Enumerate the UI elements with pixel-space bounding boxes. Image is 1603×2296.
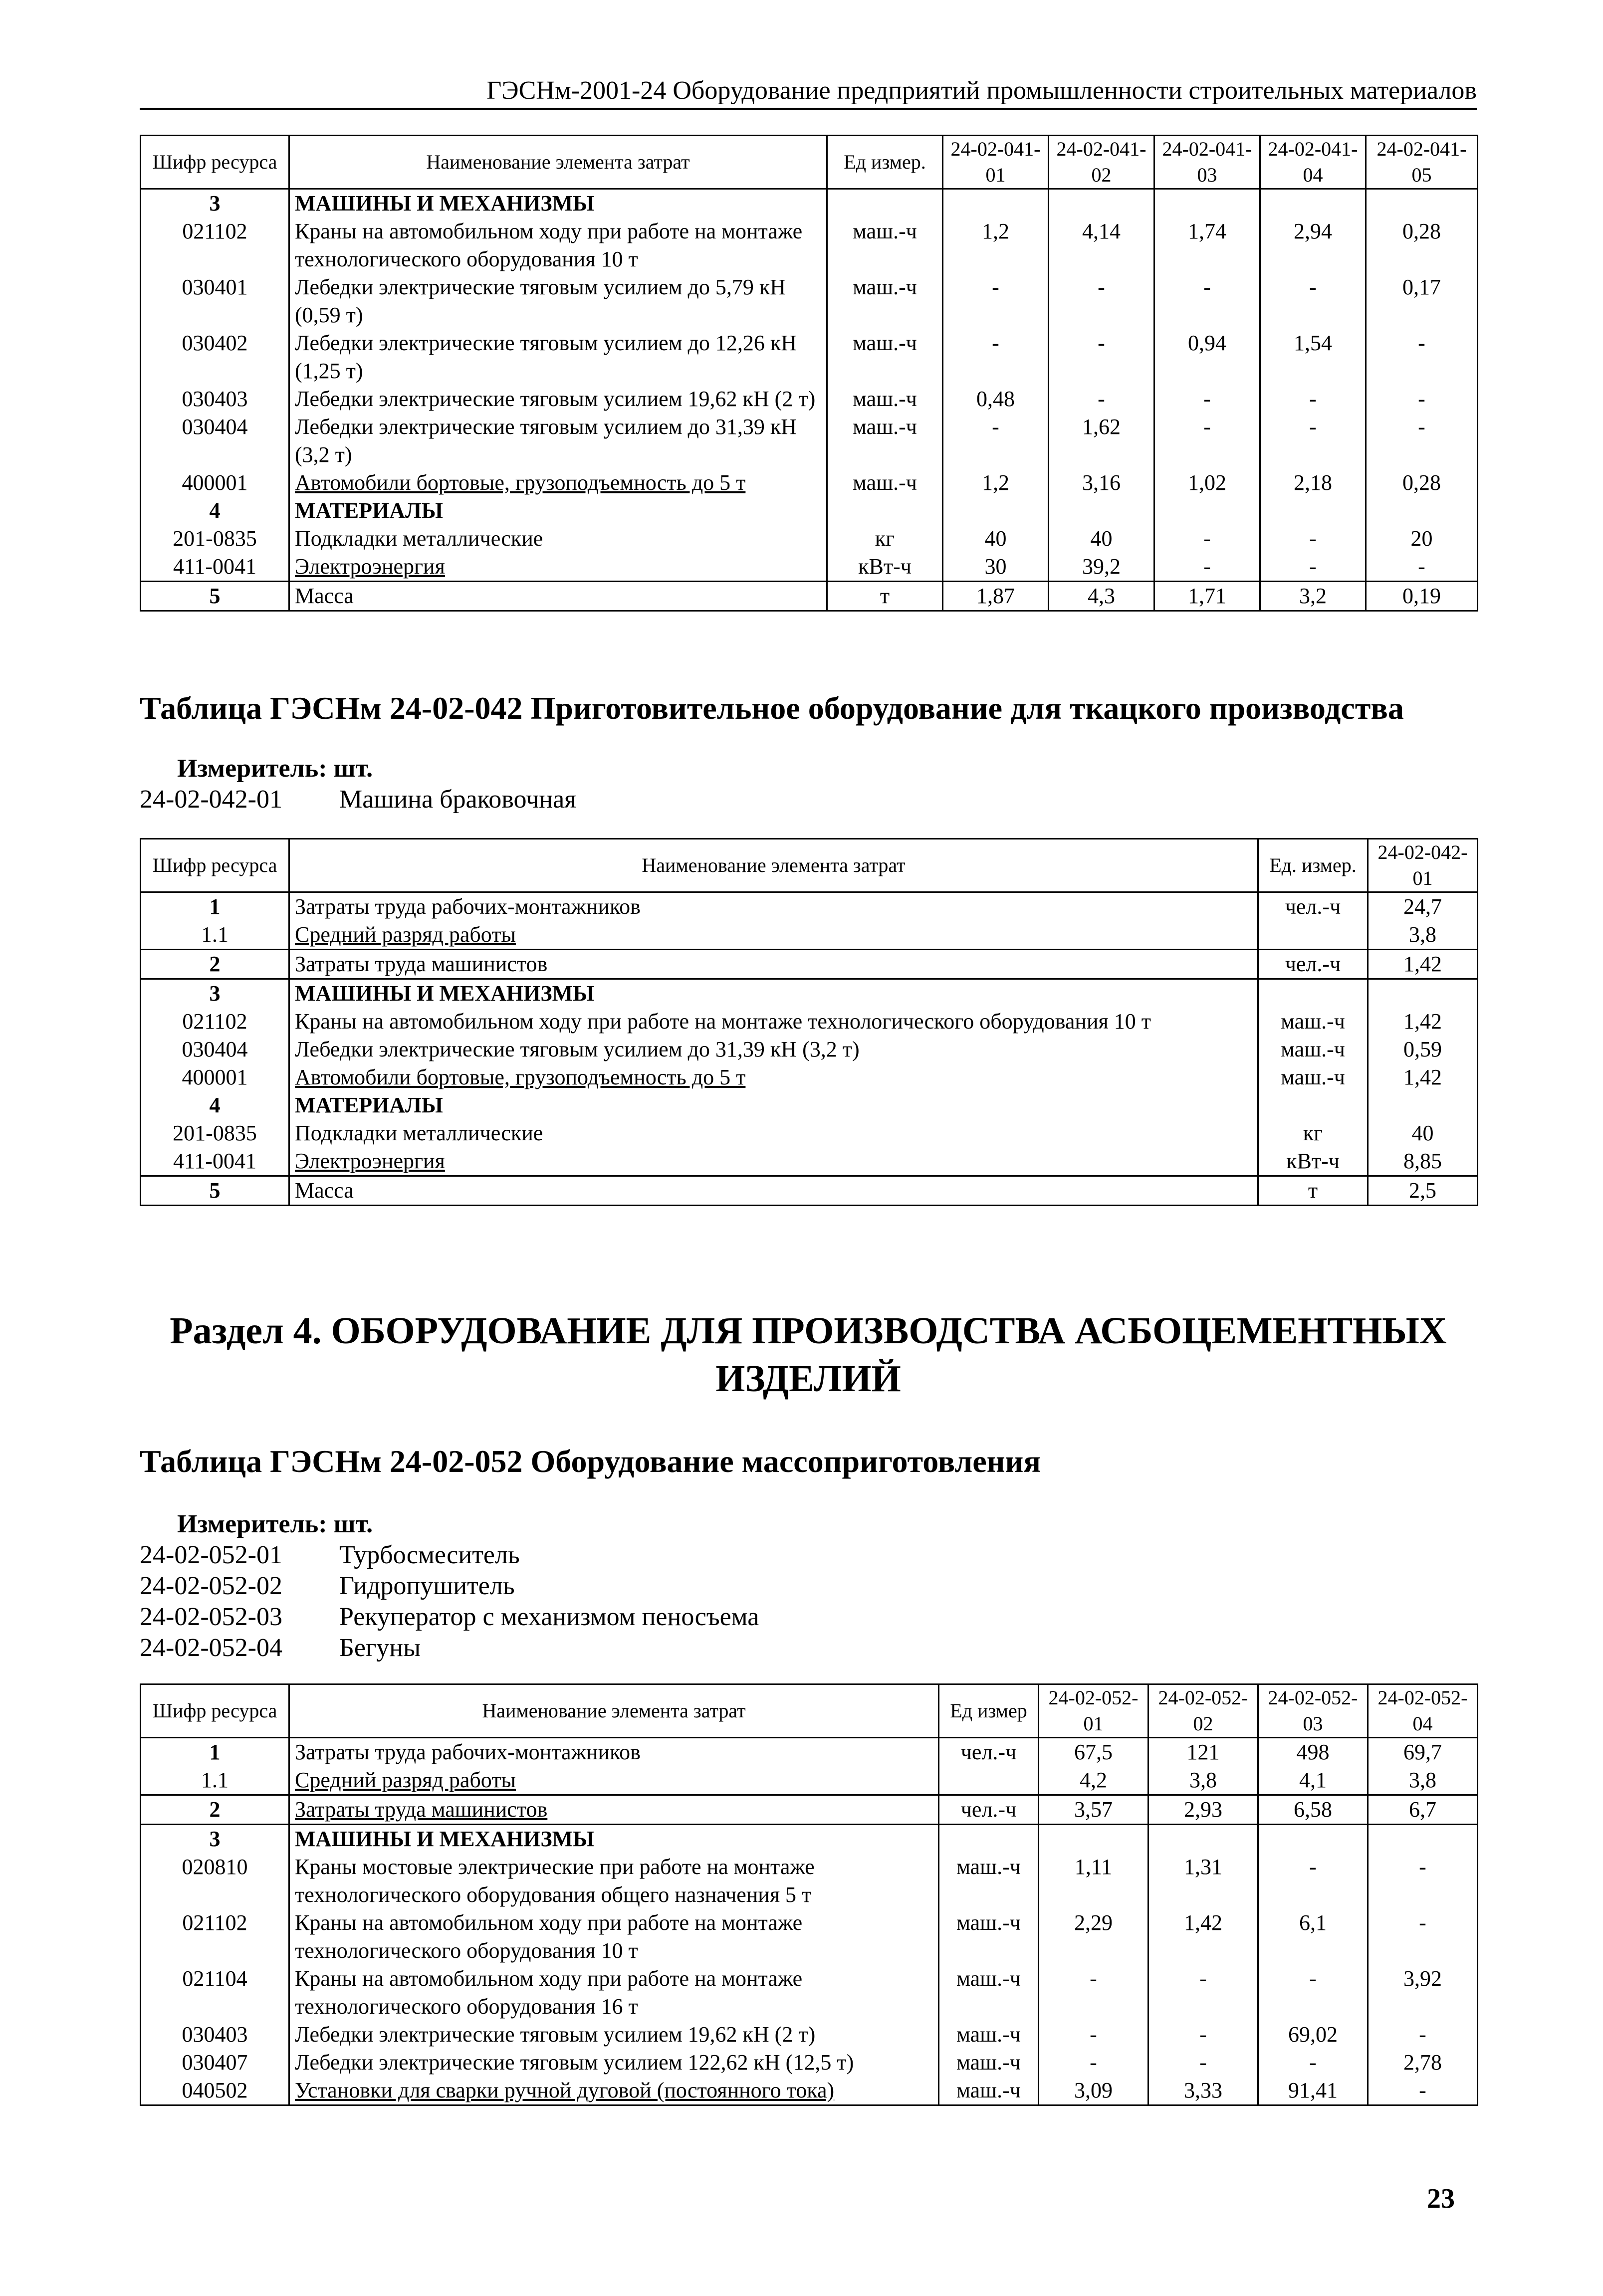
table-row: 021104 Краны на автомобильном ходу при работе на монтаже технологического оборудования 16 т маш.-ч - - - 3,92 [141, 1965, 1478, 2021]
table-row: 030407 Лебедки электрические тяговым усилием 122,62 кН (12,5 т) маш.-ч - - - 2,78 [141, 2049, 1478, 2077]
table-row: 021102 Краны на автомобильном ходу при работе на монтаже технологического оборудования 10 т маш.-ч 2,29 1,42 6,1 - [141, 1909, 1478, 1965]
table-row: 201-0835 Подкладки металлические кг 40 [141, 1119, 1478, 1147]
item-code: 24-02-052-04 [140, 1634, 282, 1662]
col-header-norm-3: 24-02-041-03 [1154, 136, 1260, 189]
col-header-norm-4: 24-02-052-04 [1368, 1684, 1478, 1738]
table-row: 2 Затраты труда машинистов чел.-ч 1,42 [141, 950, 1478, 979]
item-name: Турбосмеситель [339, 1541, 520, 1569]
section-4-title-line-1: Раздел 4. ОБОРУДОВАНИЕ ДЛЯ ПРОИЗВОДСТВА АСБОЦЕМЕНТНЫХ [170, 1310, 1447, 1352]
table-row: 040502 Установки для сварки ручной дуговой (постоянного тока) маш.-ч 3,09 3,33 91,41 - [141, 2077, 1478, 2105]
item-code: 24-02-052-01 [140, 1541, 282, 1569]
table-row: 400001 Автомобили бортовые, грузоподъемность до 5 т маш.-ч 1,2 3,16 1,02 2,18 0,28 [141, 469, 1478, 497]
table-row: 030403 Лебедки электрические тяговым усилием 19,62 кН (2 т) маш.-ч 0,48 - - - - [141, 385, 1478, 413]
table-row: 4 МАТЕРИАЛЫ [141, 497, 1478, 525]
col-header-unit: Ед. измер. [1258, 839, 1368, 892]
table-header-row [141, 1684, 1478, 1738]
item-name: Бегуны [339, 1634, 421, 1662]
col-header-norm-3: 24-02-052-03 [1258, 1684, 1368, 1738]
table-row: 030401 Лебедки электрические тяговым усилием до 5,79 кН (0,59 т) маш.-ч - - - - 0,17 [141, 273, 1478, 329]
col-header-name: Наименование элемента затрат [289, 839, 1258, 892]
table-row: 021102 Краны на автомобильном ходу при работе на монтаже технологического оборудования 10 т маш.-ч 1,42 [141, 1008, 1478, 1036]
item-name: Гидропушитель [339, 1572, 515, 1600]
col-header-unit: Ед измер. [827, 136, 943, 189]
item-name: Рекуператор с механизмом пеносъема [339, 1603, 759, 1631]
table-row: 030404 Лебедки электрические тяговым усилием до 31,39 кН (3,2 т) маш.-ч - 1,62 - - - [141, 413, 1478, 469]
col-header-norm-2: 24-02-052-02 [1148, 1684, 1258, 1738]
table-title-24-02-052: Таблица ГЭСНм 24-02-052 Оборудование массоприготовления [140, 1444, 1041, 1479]
col-header-norm-1: 24-02-041-01 [943, 136, 1049, 189]
table-row: 020810 Краны мостовые электрические при работе на монтаже технологического оборудования общего назначения 5 т маш.-ч 1,11 1,31 - - [141, 1853, 1478, 1909]
col-header-unit: Ед измер [939, 1684, 1039, 1738]
table-header-row [141, 839, 1478, 892]
table-24-02-052 [140, 1683, 1478, 2106]
table-24-02-041 [140, 135, 1478, 612]
table-row: 411-0041 Электроэнергия кВт-ч 8,85 [141, 1147, 1478, 1176]
table-header-row [141, 136, 1478, 189]
table-row: 400001 Автомобили бортовые, грузоподъемность до 5 т маш.-ч 1,42 [141, 1063, 1478, 1091]
col-header-code: Шифр ресурса [141, 136, 289, 189]
table-row: 3 МАШИНЫ И МЕХАНИЗМЫ [141, 189, 1478, 218]
table-row: 201-0835 Подкладки металлические кг 40 40 - - 20 [141, 525, 1478, 553]
table-row: 5 Масса т 2,5 [141, 1176, 1478, 1206]
table-row: 3 МАШИНЫ И МЕХАНИЗМЫ [141, 1825, 1478, 1854]
meter-label: Измеритель: шт. [177, 1510, 373, 1538]
col-header-code: Шифр ресурса [141, 1684, 289, 1738]
col-header-code: Шифр ресурса [141, 839, 289, 892]
table-row: 1.1 Средний разряд работы 4,2 3,8 4,1 3,8 [141, 1766, 1478, 1795]
col-header-name: Наименование элемента затрат [289, 136, 827, 189]
table-row: 030403 Лебедки электрические тяговым усилием 19,62 кН (2 т) маш.-ч - - 69,02 - [141, 2021, 1478, 2049]
table-title-24-02-042: Таблица ГЭСНм 24-02-042 Приготовительное оборудование для ткацкого производства [140, 690, 1404, 726]
table-row: 030404 Лебедки электрические тяговым усилием до 31,39 кН (3,2 т) маш.-ч 0,59 [141, 1036, 1478, 1063]
col-header-norm-2: 24-02-041-02 [1049, 136, 1154, 189]
table-row: 5 Масса т 1,87 4,3 1,71 3,2 0,19 [141, 582, 1478, 611]
table-row: 4 МАТЕРИАЛЫ [141, 1091, 1478, 1119]
running-header: ГЭСНм-2001-24 Оборудование предприятий промышленности строительных материалов [140, 75, 1477, 110]
table-row: 2 Затраты труда машинистов чел.-ч 3,57 2,93 6,58 6,7 [141, 1795, 1478, 1825]
table-row: 1 Затраты труда рабочих-монтажников чел.-ч 24,7 [141, 892, 1478, 921]
table-row: 1.1 Средний разряд работы 3,8 [141, 921, 1478, 950]
col-header-norm-5: 24-02-041-05 [1366, 136, 1478, 189]
meter-label: Измеритель: шт. [177, 754, 373, 783]
item-code: 24-02-042-01 [140, 785, 282, 814]
col-header-name: Наименование элемента затрат [289, 1684, 939, 1738]
table-row: 030402 Лебедки электрические тяговым усилием до 12,26 кН (1,25 т) маш.-ч - - 0,94 1,54 - [141, 329, 1478, 385]
table-row: 021102 Краны на автомобильном ходу при работе на монтаже технологического оборудования 10 т маш.-ч 1,2 4,14 1,74 2,94 0,28 [141, 217, 1478, 273]
table-row: 1 Затраты труда рабочих-монтажников чел.-ч 67,5 121 498 69,7 [141, 1738, 1478, 1767]
page-number: 23 [1427, 2183, 1455, 2214]
item-code: 24-02-052-03 [140, 1603, 282, 1631]
col-header-norm-1: 24-02-052-01 [1039, 1684, 1148, 1738]
col-header-norm-4: 24-02-041-04 [1260, 136, 1366, 189]
col-header-norm-1: 24-02-042-01 [1368, 839, 1478, 892]
item-code: 24-02-052-02 [140, 1572, 282, 1600]
table-24-02-042 [140, 838, 1478, 1206]
table-row: 3 МАШИНЫ И МЕХАНИЗМЫ [141, 979, 1478, 1008]
item-name: Машина браковочная [339, 785, 577, 814]
table-row: 411-0041 Электроэнергия кВт-ч 30 39,2 - - - [141, 553, 1478, 582]
section-4-title-line-2: ИЗДЕЛИЙ [715, 1358, 901, 1400]
